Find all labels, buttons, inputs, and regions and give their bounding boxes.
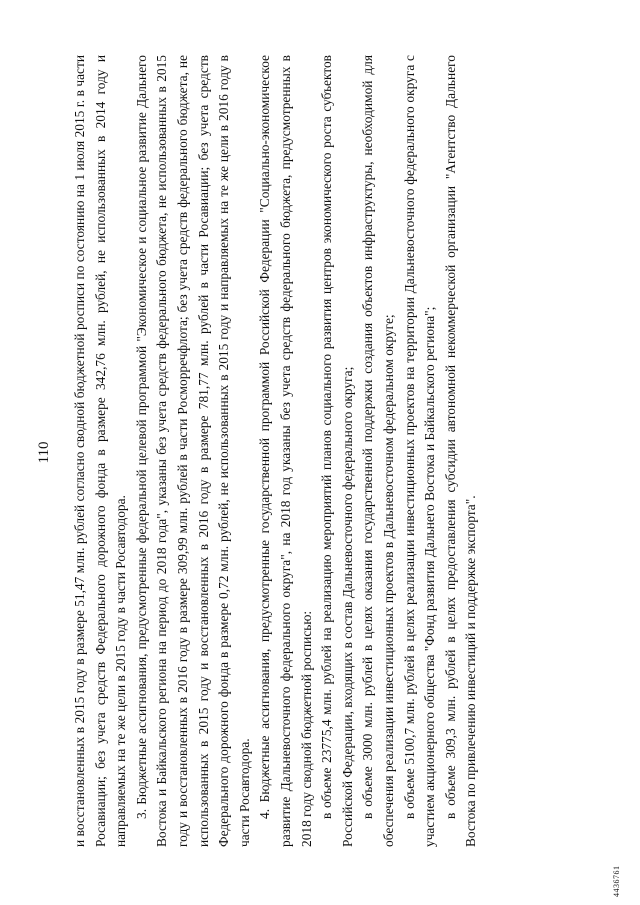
paragraph-note-4: 4. Бюджетные ассигнования, предусмотренные государственной программой Российской Федерации "Социально-экономическое развитие Дальневосточного федерального округа", на 2018 год указаны без учета средств федерального бюджета, предусмотренных в 2018 году сводной бюджетной росписью: [257,55,314,847]
document-body [70,55,482,847]
document-code: 4436761 [612,865,621,897]
paragraph-item-3: в объеме 5100,7 млн. рублей в целях реализации инвестиционных проектов на территории Дальневосточного федерального округа с участием акционерного общества "Фонд развития Дальнего Востока и Байкальского региона"; [401,55,438,847]
page-number: 110 [36,441,52,464]
paragraph-item-4: в объеме 309,3 млн. рублей в целях предоставления субсидии автономной некоммерческой организации "Агентство Дальнего Востока по привлечению инвестиций и поддержке экспорта". [442,55,479,847]
paragraph-note-3: 3. Бюджетные ассигнования, предусмотренные федеральной целевой программой "Экономическое и социальное развитие Дальнего Востока и Байкальского региона на период до 2018 года", указаны без учета средств федерального бюджета, не использованных в 2015 году и восстановленных в 2016 году в размере 309,99 млн. рублей в части Росморречфлота; без учета средств федерального бюджета, не использованных в 2015 году и восстановленных в 2016 году в размере 781,77 млн. рублей в части Росавиации; без учета средств Федерального дорожного фонда в размере 0,72 млн. рублей, не использованных в 2015 году и направляемых на те же цели в 2016 году в части Росавтодора. [133,55,252,847]
paragraph-item-2: в объеме 3000 млн. рублей в целях оказания государственной поддержки создания объектов инфраструктуры, необходимой для обеспечения реализации инвестиционных проектов в Дальневосточном федеральном округе; [360,55,396,847]
paragraph-item-1: в объеме 23775,4 млн. рублей на реализацию мероприятий планов социального развития центров экономического роста субъектов Российской Федерации, входящих в состав Дальневосточного федерального округа; [319,55,355,847]
paragraph-continuation: и восстановленных в 2015 году в размере 51,47 млн. рублей согласно сводной бюджетной росписи по состоянию на 1 июля 2015 г. в части Росавиации; без учета средств Федерального дорожного фонда в размере 342,76 млн. рублей, не использованных в 2014 году и направляемых на те же цели в 2015 году в части Росавтодора. [72,55,129,847]
